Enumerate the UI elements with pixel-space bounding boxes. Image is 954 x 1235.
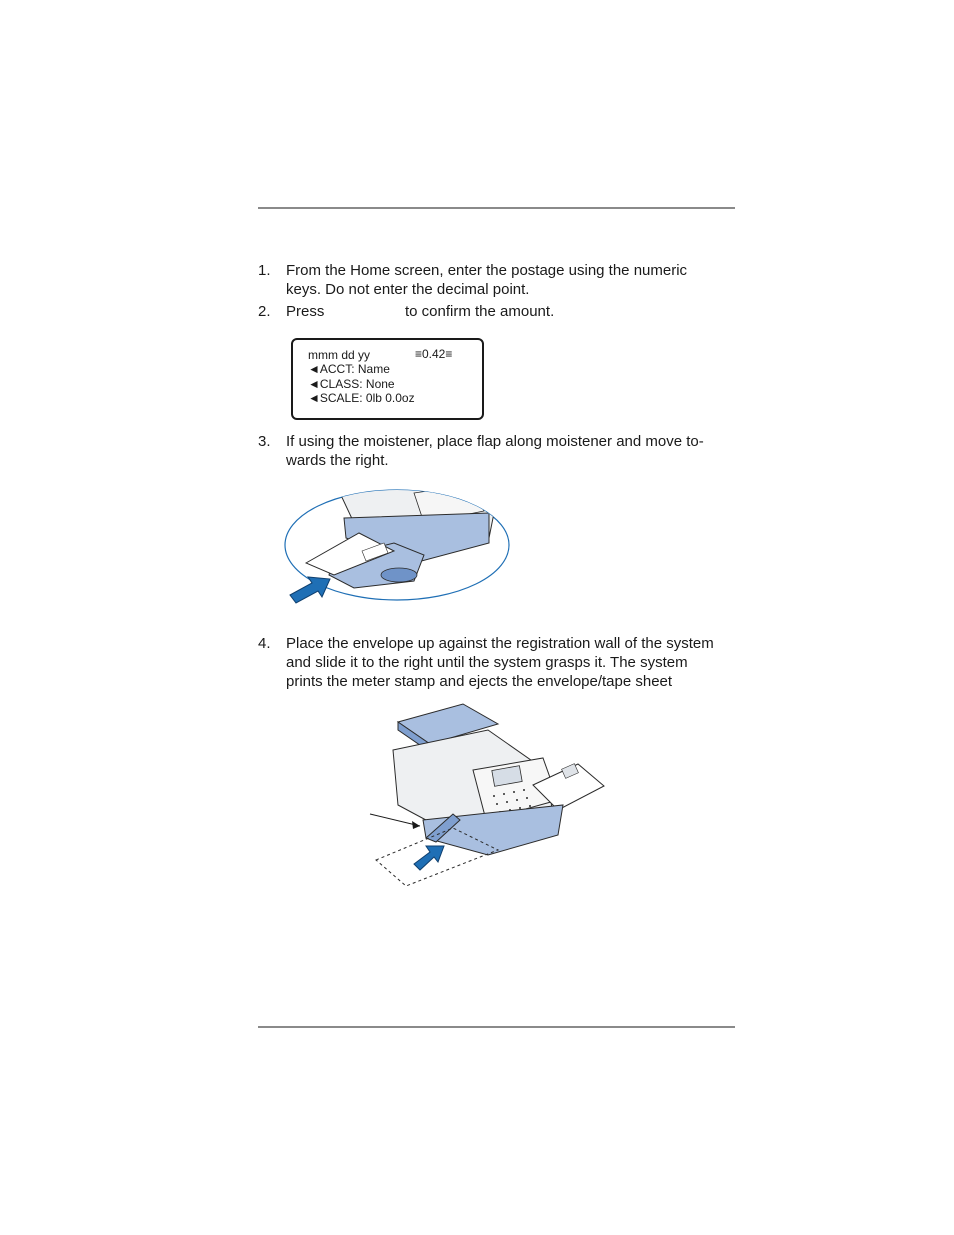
step-2-text-after: to confirm the amount.: [405, 303, 555, 320]
lcd-display: [291, 338, 484, 420]
step-3-text: [286, 432, 738, 470]
display-row-scale: ◄SCALE: 0lb 0.0oz: [308, 391, 415, 405]
feed-arrow: [414, 846, 444, 870]
push-arrow: [290, 577, 330, 603]
step-1-line-1: From the Home screen, enter the postage using the numeric: [286, 262, 688, 279]
header-rule: [258, 207, 735, 209]
callout-arrowhead: [412, 821, 420, 829]
step-4-text: [286, 634, 738, 691]
step-4-number: 4.: [258, 635, 271, 652]
step-3-line-2: wards the right.: [286, 452, 389, 469]
step-1-number: 1.: [258, 262, 271, 279]
display-row-class: ◄CLASS: None: [308, 377, 395, 391]
display-date: mmm dd yy: [308, 348, 371, 362]
step-1-line-2: keys. Do not enter the decimal point.: [286, 281, 530, 298]
step-2-number: 2.: [258, 303, 271, 320]
step-2-text-before: Press: [286, 303, 325, 320]
step-1-text: [286, 261, 738, 299]
step-3-line-1: If using the moistener, place flap along moistener and move to-: [286, 433, 704, 450]
moistener-well: [381, 568, 417, 582]
footer-rule: [258, 1026, 735, 1028]
step-4-line-1: Place the envelope up against the registration wall of the system: [286, 635, 714, 652]
display-row-acct: ◄ACCT: Name: [308, 362, 390, 376]
step-4-line-3: prints the meter stamp and ejects the envelope/tape sheet: [286, 673, 673, 690]
moistener-illustration: [284, 483, 514, 611]
display-amount: ≡0.42≡: [415, 347, 453, 361]
envelope-feed-illustration: [368, 700, 608, 890]
step-4-line-2: and slide it to the right until the system grasps it. The system: [286, 654, 688, 671]
step-3-number: 3.: [258, 433, 271, 450]
